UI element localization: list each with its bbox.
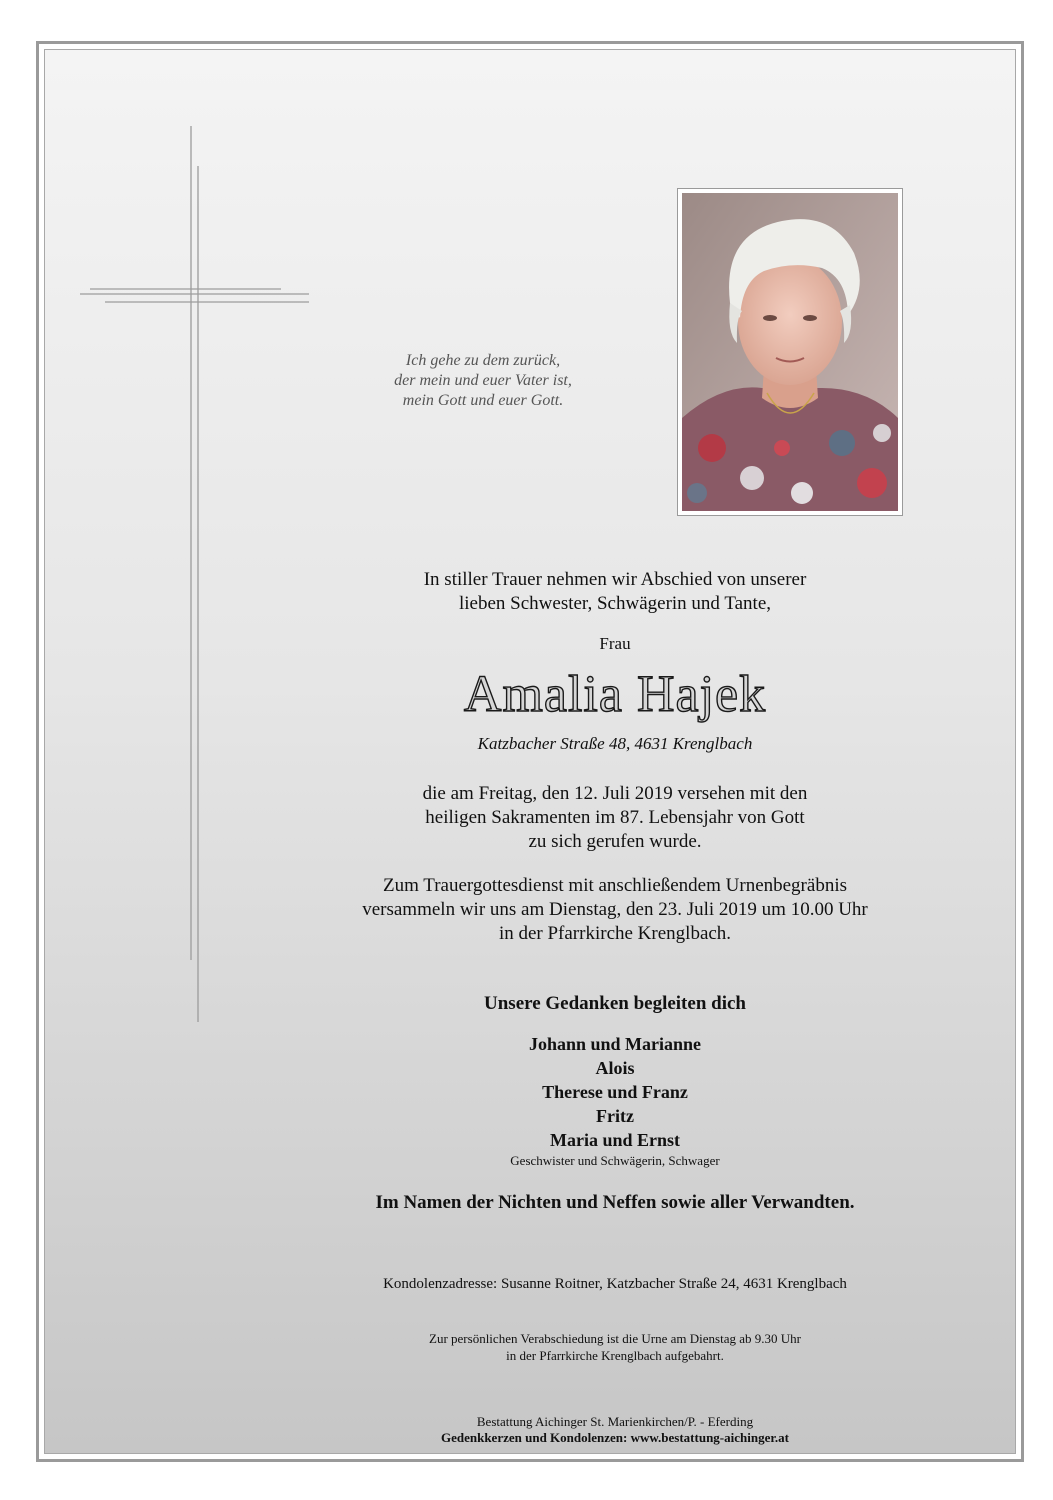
intro-line: lieben Schwester, Schwägerin und Tante, (458, 593, 772, 614)
farewell-notice (271, 1330, 959, 1364)
mourner-name: Alois (595, 1058, 635, 1078)
intro-line: In stiller Trauer nehmen wir Abschied von unserer (423, 569, 807, 590)
deceased-address: Katzbacher Straße 48, 4631 Krenglbach (477, 734, 753, 753)
relatives-line: Im Namen der Nichten und Neffen sowie aller Verwandten. (375, 1192, 855, 1213)
salutation: Frau (599, 634, 631, 653)
funeral-home (271, 1414, 959, 1446)
service-notice (271, 874, 959, 946)
death-notice (271, 782, 959, 854)
intro-text (271, 568, 959, 616)
death-line: zu sich gerufen wurde. (528, 831, 702, 852)
page-inner-frame (44, 49, 1016, 1454)
mourners-list (271, 1032, 959, 1152)
mourners-relation: Geschwister und Schwägerin, Schwager (510, 1153, 720, 1168)
portrait-photo (682, 193, 898, 511)
thoughts-heading: Unsere Gedanken begleiten dich (484, 993, 746, 1014)
farewell-line: in der Pfarrkirche Krenglbach aufgebahrt. (506, 1348, 724, 1363)
deceased-name: Amalia Hajek (463, 666, 767, 723)
mourner-name: Maria und Ernst (549, 1130, 681, 1150)
mourner-name: Johann und Marianne (528, 1034, 702, 1054)
mourner-name: Therese und Franz (542, 1082, 688, 1102)
mourner-name: Fritz (596, 1106, 634, 1126)
death-line: die am Freitag, den 12. Juli 2019 versehen mit den (422, 783, 808, 804)
bible-quote (353, 351, 613, 411)
condolence-address: Kondolenzadresse: Susanne Roitner, Katzbacher Straße 24, 4631 Krenglbach (383, 1276, 847, 1292)
portrait-frame (677, 188, 903, 516)
service-line: versammeln wir uns am Dienstag, den 23. Juli 2019 um 10.00 Uhr (362, 899, 868, 920)
farewell-line: Zur persönlichen Verabschiedung ist die Urne am Dienstag ab 9.30 Uhr (429, 1331, 801, 1346)
funeral-home-web: Gedenkkerzen und Kondolenzen: www.bestattung-aichinger.at (440, 1430, 790, 1445)
quote-line: Ich gehe zu dem zurück, (405, 352, 561, 369)
service-line: in der Pfarrkirche Krenglbach. (498, 923, 732, 944)
page-frame (36, 41, 1024, 1462)
service-line: Zum Trauergottesdienst mit anschließendem Urnenbegräbnis (382, 875, 847, 896)
death-line: heiligen Sakramenten im 87. Lebensjahr von Gott (425, 807, 805, 828)
quote-line: mein Gott und euer Gott. (402, 392, 564, 409)
quote-line: der mein und euer Vater ist, (394, 372, 572, 389)
funeral-home-name: Bestattung Aichinger St. Marienkirchen/P. - Eferding (476, 1414, 754, 1429)
